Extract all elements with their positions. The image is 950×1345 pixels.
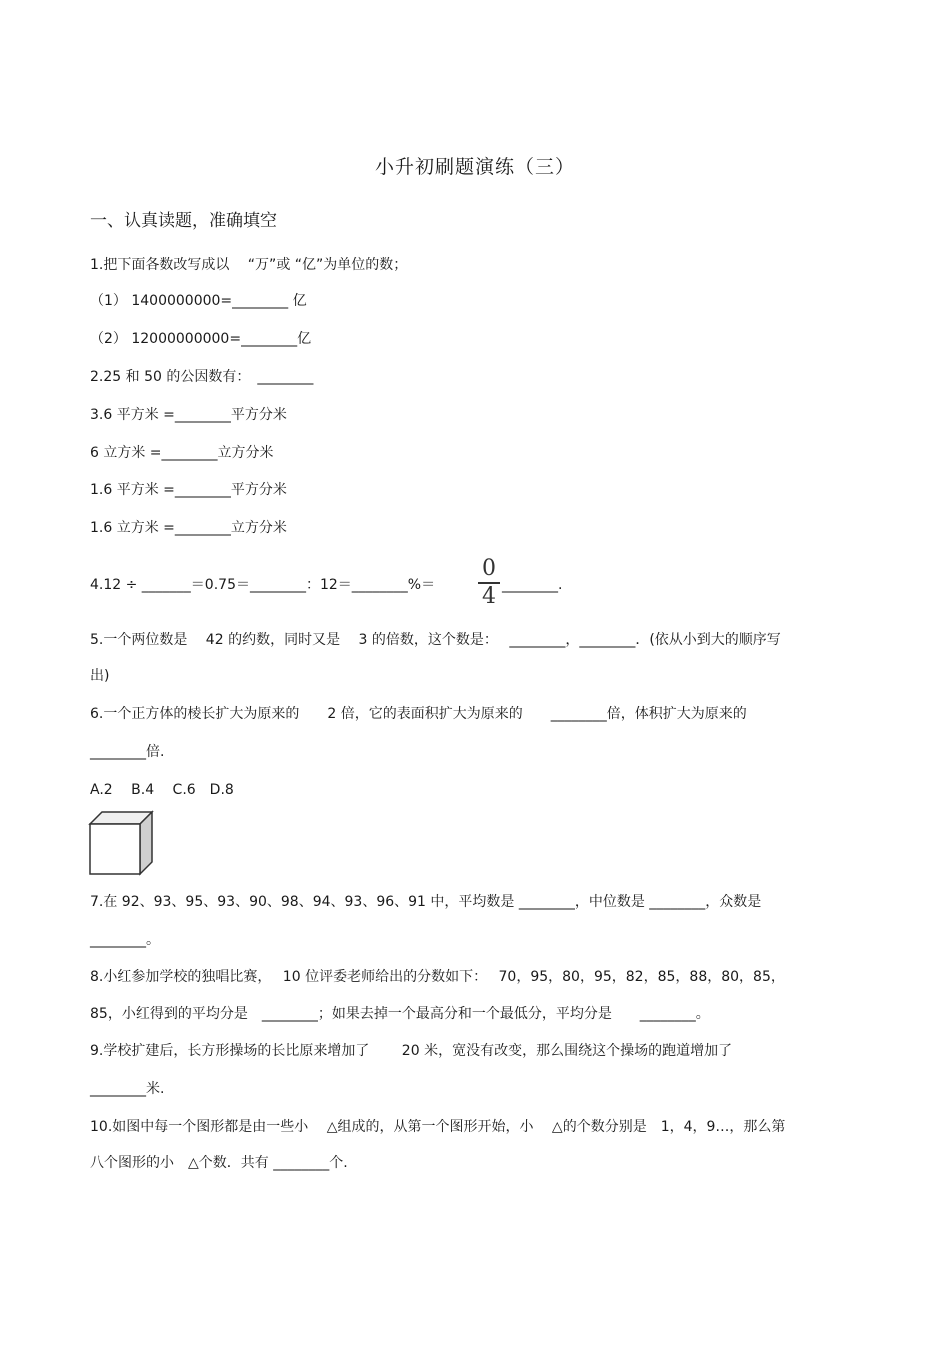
question-10-cont: 八个图形的小 △个数．共有 ________个. bbox=[90, 1155, 348, 1171]
question-4-tail: ________. bbox=[502, 577, 563, 593]
question-1-part-1: （1） 1400000000=________ 亿 bbox=[90, 293, 307, 309]
fraction-image bbox=[478, 557, 500, 609]
cube-figure bbox=[88, 810, 154, 876]
question-9-cont: ________米. bbox=[90, 1081, 165, 1097]
question-8-cont: 85，小红得到的平均分是 ________；如果去掉一个最高分和一个最低分，平均分是 ________。 bbox=[90, 1006, 710, 1022]
question-3-part-1: 3.6 平方米 =________平方分米 bbox=[90, 407, 287, 423]
question-1: 1.把下面各数改写成以 “万”或 “亿”为单位的数； bbox=[90, 257, 408, 273]
question-7-cont: ________。 bbox=[90, 932, 160, 948]
question-7: 7.在 92、93、95、93、90、98、94、93、96、91 中，平均数是 ________，中位数是 ________，众数是 bbox=[90, 894, 762, 910]
question-3-part-4: 1.6 立方米 =________立方分米 bbox=[90, 520, 287, 536]
fraction-denominator: 4 bbox=[482, 584, 496, 609]
question-6-cont: ________倍. bbox=[90, 744, 165, 760]
section-heading: 一、认真读题，准确填空 bbox=[90, 211, 277, 231]
question-5-cont: 出) bbox=[90, 668, 110, 684]
question-6: 6.一个正方体的棱长扩大为原来的 2 倍，它的表面积扩大为原来的 ________倍，体积扩大为原来的 bbox=[90, 706, 747, 722]
question-2: 2.25 和 50 的公因数有： ________ bbox=[90, 369, 314, 385]
question-10: 10.如图中每一个图形都是由一些小 △组成的，从第一个图形开始，小 △的个数分别是 1，4，9…，那么第 bbox=[90, 1119, 786, 1135]
question-9: 9.学校扩建后，长方形操场的长比原来增加了 20 米，宽没有改变，那么围绕这个操场的跑道增加了 bbox=[90, 1043, 733, 1059]
question-6-options: A.2 B.4 C.6 D.8 bbox=[90, 782, 234, 798]
question-4: 4.12 ÷ _______＝0.75＝________：12＝________%＝ bbox=[90, 577, 436, 593]
question-1-part-2: （2） 12000000000=________亿 bbox=[90, 331, 312, 347]
question-8: 8.小红参加学校的独唱比赛， 10 位评委老师给出的分数如下： 70，95，80，95，82，85，88，80，85， bbox=[90, 969, 785, 985]
fraction-numerator: 0 bbox=[482, 556, 496, 581]
page-title: 小升初刷题演练（三） bbox=[374, 156, 575, 178]
question-3-part-3: 1.6 平方米 =________平方分米 bbox=[90, 482, 287, 498]
question-3-part-2: 6 立方米 =________立方分米 bbox=[90, 445, 274, 461]
question-5: 5.一个两位数是 42 的约数，同时又是 3 的倍数，这个数是： ________，________．(依从小到大的顺序写 bbox=[90, 632, 781, 648]
